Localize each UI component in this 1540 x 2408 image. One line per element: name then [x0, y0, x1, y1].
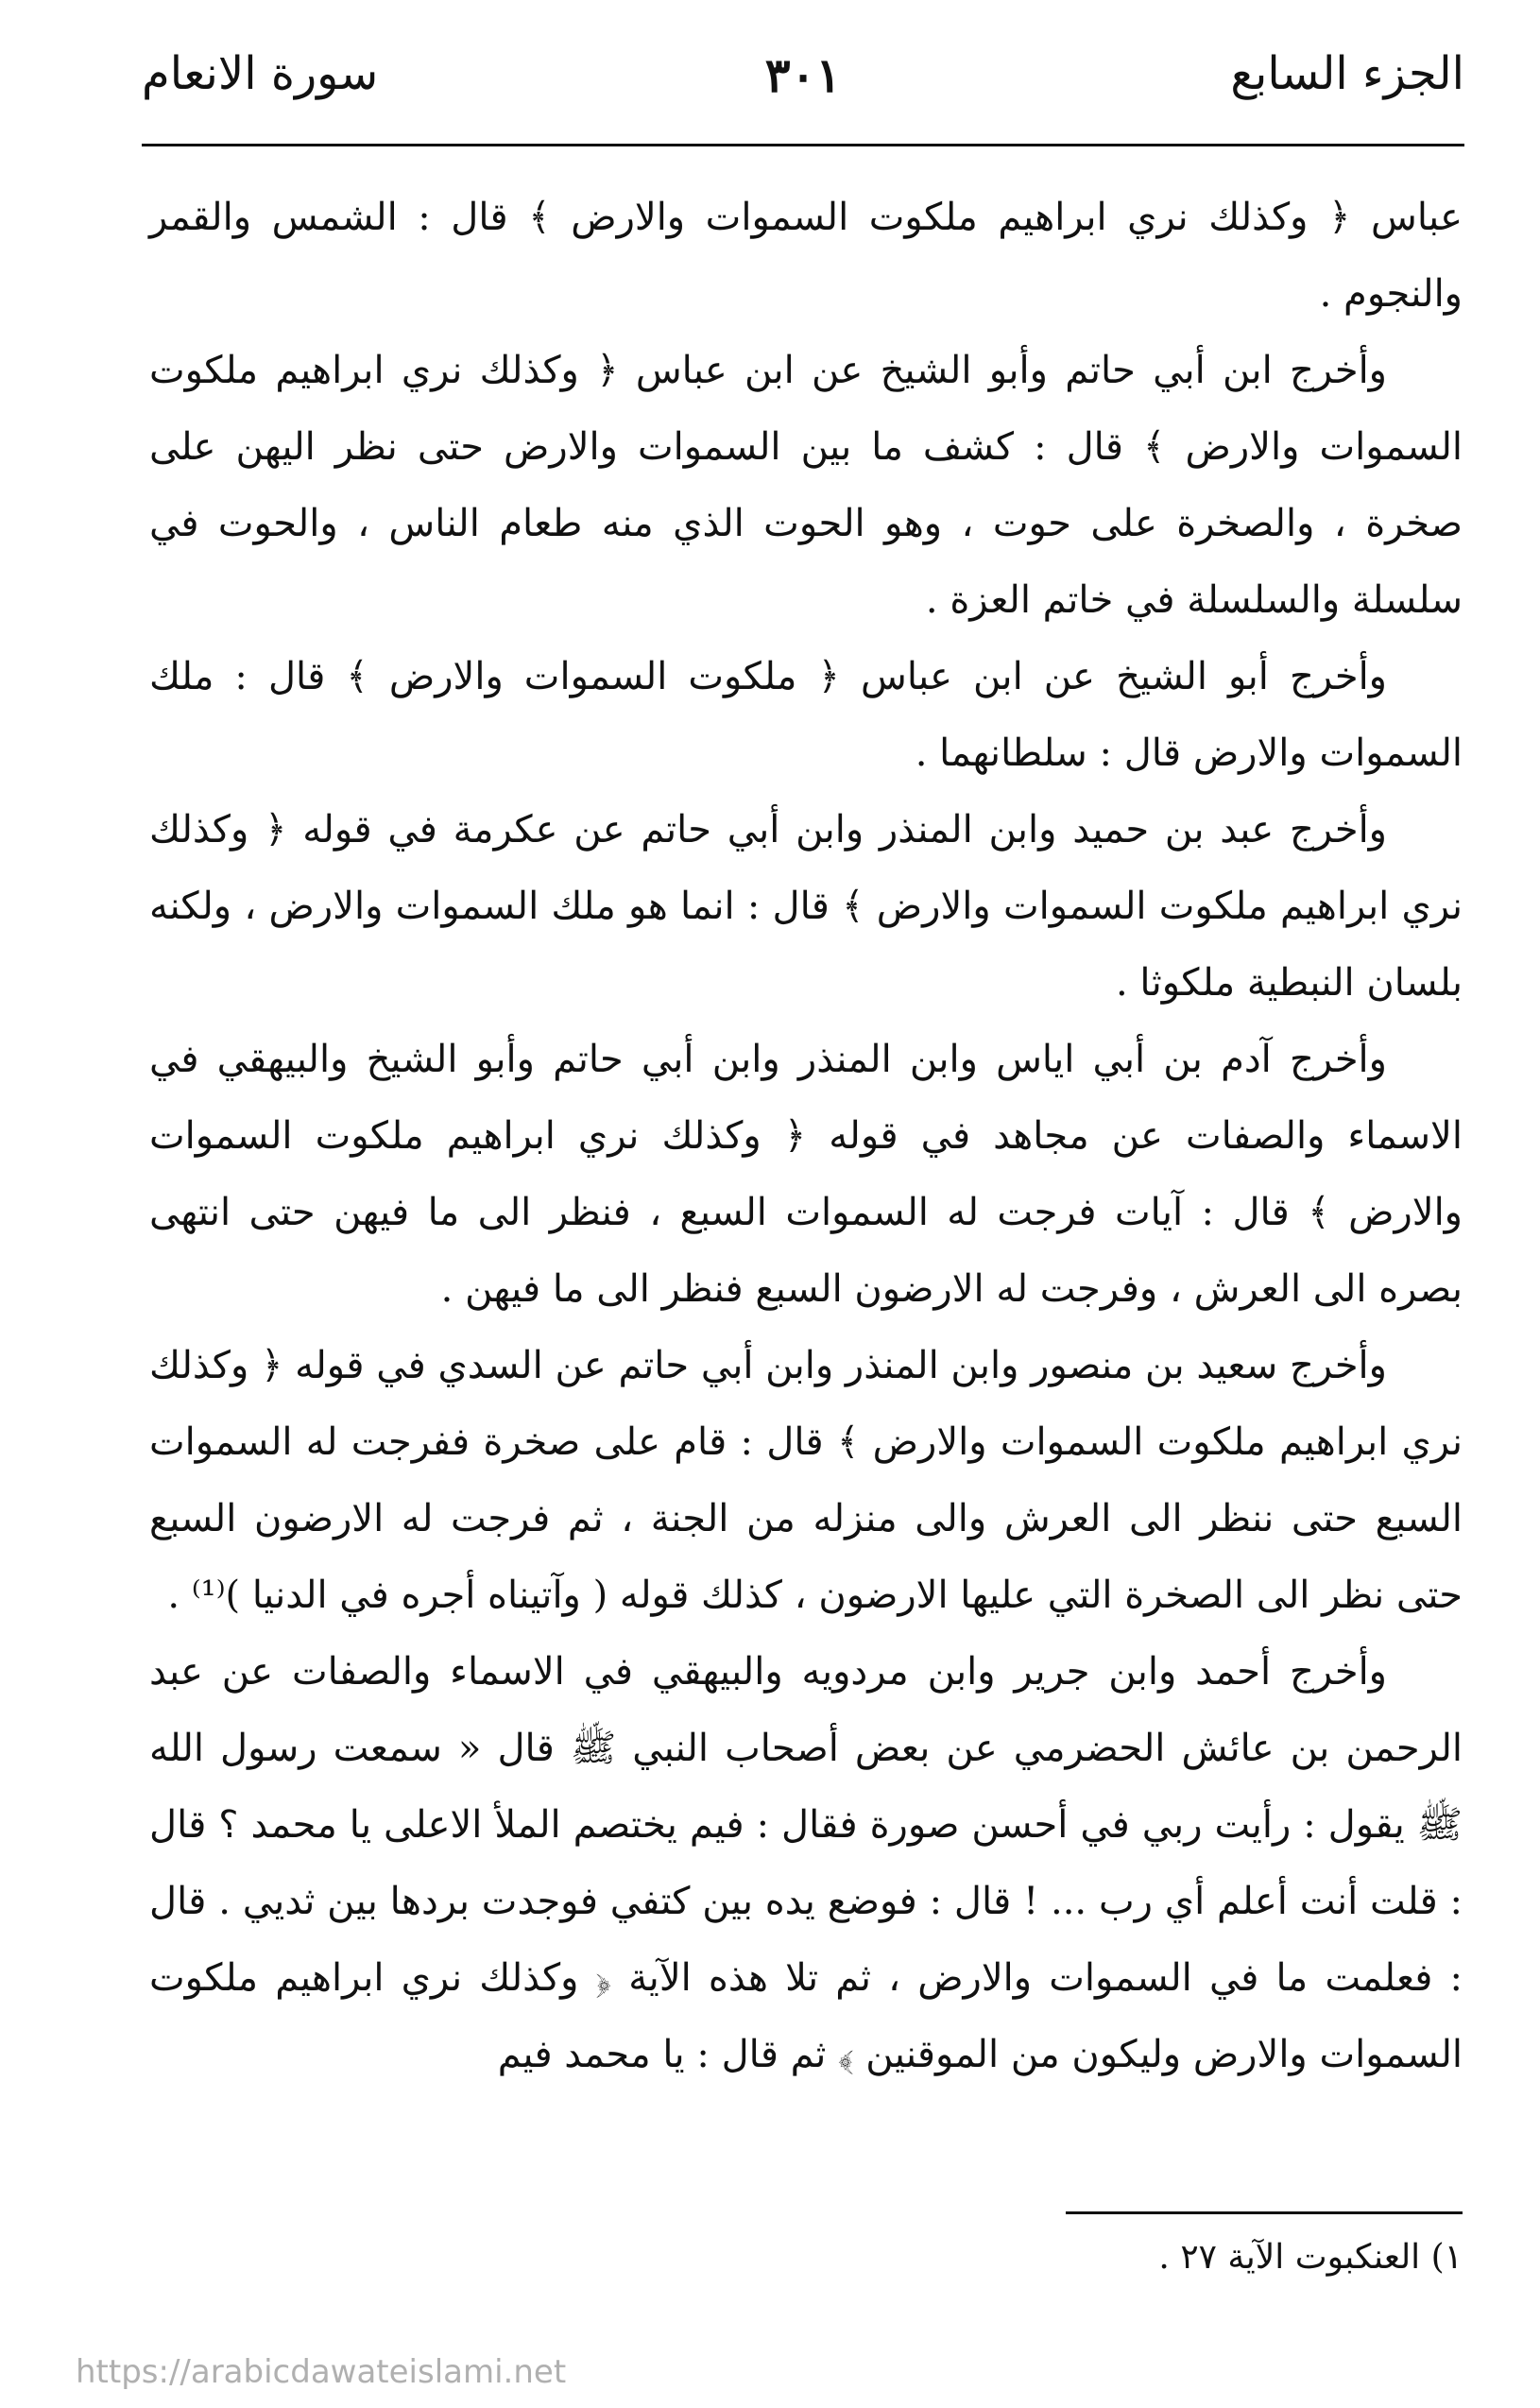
surah-title: سورة الانعام — [142, 47, 379, 100]
paragraph-6: وأخرج سعيد بن منصور وابن المنذر وابن أبي حاتم عن السدي في قوله ﴿ وكذلك نري ابراهيم ملكوت السموات والارض ﴾ قال : قام على صخرة ففرجت له السموات السبع حتى ننظر الى العرش والى منزله من الجنة ، ثم فرجت له الارضون السبع حتى نظر الى الصخرة التي عليها الارضون ، كذلك قوله ( وآتيناه أجره في الدنيا )⁽¹⁾ . — [149, 1344, 1463, 1617]
part-title: الجزء السابع — [1230, 47, 1464, 100]
paragraph-2: وأخرج ابن أبي حاتم وأبو الشيخ عن ابن عباس ﴿ وكذلك نري ابراهيم ملكوت السموات والارض ﴾ قال : كشف ما بين السموات والارض حتى نظر اليهن على صخرة ، والصخرة على حوت ، وهو الحوت الذي منه طعام الناس ، والحوت في سلسلة والسلسلة في خاتم العزة . — [149, 349, 1463, 622]
body-text — [149, 180, 1463, 2093]
footnote: ١) العنكبوت الآية ٢٧ . — [1158, 2238, 1463, 2277]
page-header — [142, 28, 1464, 123]
footnote-rule — [1066, 2211, 1463, 2214]
paragraph-4: وأخرج عبد بن حميد وابن المنذر وابن أبي حاتم عن عكرمة في قوله ﴿ وكذلك نري ابراهيم ملكوت السموات والارض ﴾ قال : انما هو ملك السموات والارض ، ولكنه بلسان النبطية ملكوثا . — [149, 808, 1463, 1005]
paragraph-3: وأخرج أبو الشيخ عن ابن عباس ﴿ ملكوت السموات والارض ﴾ قال : ملك السموات والارض قال : سلطانهما . — [149, 655, 1463, 775]
paragraph-1: عباس ﴿ وكذلك نري ابراهيم ملكوت السموات والارض ﴾ قال : الشمس والقمر والنجوم . — [149, 196, 1463, 316]
paragraph-5: وأخرج آدم بن أبي اياس وابن المنذر وابن أبي حاتم وأبو الشيخ والبيهقي في الاسماء والصفات عن مجاهد في قوله ﴿ وكذلك نري ابراهيم ملكوت السموات والارض ﴾ قال : آيات فرجت له السموات السبع ، فنظر الى ما فيهن حتى انتهى بصره الى العرش ، وفرجت له الارضون السبع فنظر الى ما فيهن . — [149, 1038, 1463, 1311]
paragraph-7: وأخرج أحمد وابن جرير وابن مردويه والبيهقي في الاسماء والصفات عن عبد الرحمن بن عائش الحضرمي عن بعض أصحاب النبي ﷺ قال « سمعت رسول الله ﷺ يقول : رأيت ربي في أحسن صورة فقال : فيم يختصم الملأ الاعلى يا محمد ؟ قال : قلت أنت أعلم أي رب ... ! قال : فوضع يده بين كتفي فوجدت بردها بين ثديي . قال : فعلمت ما في السموات والارض ، ثم تلا هذه الآية ﴿ وكذلك نري ابراهيم ملكوت السموات والارض وليكون من الموقنين ﴾ ثم قال : يا محمد فيم — [149, 1650, 1463, 2076]
page-number: ٣٠١ — [764, 47, 842, 103]
watermark-url: https://arabicdawateislami.net — [76, 2353, 567, 2391]
header-rule — [142, 144, 1464, 146]
